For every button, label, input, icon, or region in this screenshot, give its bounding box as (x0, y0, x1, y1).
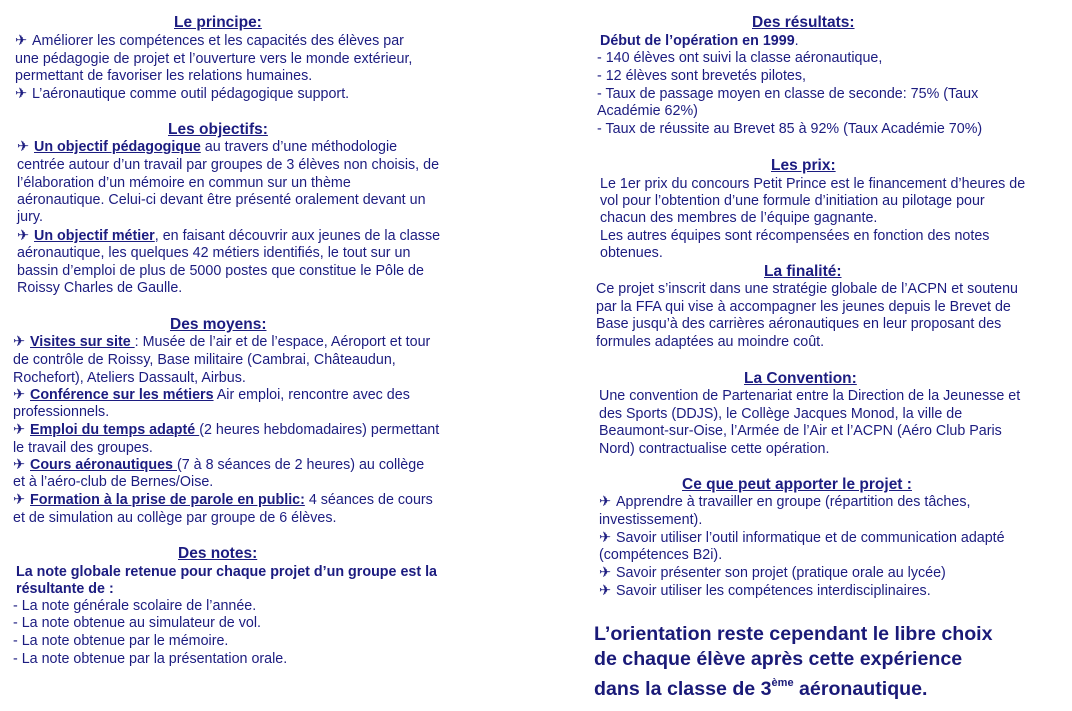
convention-line-4: Nord) contractualise cette opération. (599, 441, 830, 457)
objectif-pedagogique-line-2: centrée autour d’un travail par groupes de 3 élèves non choisis, de (17, 157, 440, 173)
notes-intro-line-2: résultante de : (16, 581, 114, 597)
principe-item-2: ✈ L’aéronautique comme outil pédagogique support. (15, 86, 350, 102)
plane-bullet-icon: ✈ (17, 139, 29, 155)
plane-bullet-icon: ✈ (15, 33, 27, 49)
objectif-pedagogique-line-5: jury. (17, 209, 43, 225)
moyen-emploi-du-temps-line-2: le travail des groupes. (13, 440, 153, 456)
objectif-metier: ✈ Un objectif métier, en faisant découvrir aux jeunes de la classe (17, 228, 441, 244)
prix-line-5: obtenues. (600, 245, 663, 261)
note-item-1: - La note générale scolaire de l’année. (13, 598, 257, 614)
finalite-line-2: par la FFA qui vise à accompagner les jeunes depuis le Brevet de (596, 299, 1011, 315)
conclusion-line-1: L’orientation reste cependant le libre choix (594, 623, 993, 645)
moyens-heading: Des moyens: (170, 316, 267, 333)
objectif-metier-line-3: bassin d’emploi de plus de 5000 postes que constitue le Pôle de (17, 263, 424, 279)
objectif-metier-line-2: aéronautique, les quelques 42 métiers identifiés, le tout sur un (17, 245, 411, 261)
apport-heading: Ce que peut apporter le projet : (682, 476, 912, 493)
plane-bullet-icon: ✈ (15, 86, 27, 102)
principe-item-1: ✈ Améliorer les compétences et les capacités des élèves par (15, 33, 404, 49)
resultats-start: Début de l’opération en 1999. (600, 33, 799, 49)
note-item-2: - La note obtenue au simulateur de vol. (13, 615, 261, 631)
plane-bullet-icon: ✈ (13, 334, 25, 350)
conclusion-statement (594, 622, 1064, 702)
moyen-formation: ✈ Formation à la prise de parole en public: 4 séances de cours (13, 492, 433, 508)
objectifs-heading: Les objectifs: (168, 121, 268, 138)
apport-item-2-line-2: (compétences B2i). (599, 547, 723, 563)
principe-item-1-line-2: une pédagogie de projet et l’ouverture vers le monde extérieur, (15, 51, 413, 67)
plane-bullet-icon: ✈ (13, 457, 25, 473)
objectif-pedagogique: ✈ Un objectif pédagogique au travers d’une méthodologie (17, 139, 398, 155)
plane-bullet-icon: ✈ (599, 494, 611, 510)
note-item-4: - La note obtenue par la présentation orale. (13, 651, 288, 667)
moyen-visites: ✈ Visites sur site : Musée de l’air et de l’espace, Aéroport et tour (13, 334, 431, 350)
convention-line-3: Beaumont-sur-Oise, l’Armée de l’Air et l’ACPN (Aéro Club Paris (599, 423, 1002, 439)
plane-bullet-icon: ✈ (13, 387, 25, 403)
plane-bullet-icon: ✈ (599, 565, 611, 581)
moyen-visites-line-3: Rochefort), Ateliers Dassault, Airbus. (13, 370, 246, 386)
objectif-pedagogique-line-3: l’élaboration d’un mémoire en commun sur un thème (17, 175, 351, 191)
moyen-visites-line-2: de contrôle de Roissy, Base militaire (Cambrai, Châteaudun, (13, 352, 396, 368)
notes-heading: Des notes: (178, 545, 258, 562)
objectif-pedagogique-line-4: aéronautique. Celui-ci devant être présenté oralement devant un (17, 192, 426, 208)
resultat-1: - 140 élèves ont suivi la classe aéronautique, (597, 50, 883, 66)
convention-line-2: des Sports (DDJS), le Collège Jacques Monod, la ville de (599, 406, 963, 422)
apport-item-4: ✈ Savoir utiliser les compétences interdisciplinaires. (599, 583, 931, 599)
finalite-heading: La finalité: (764, 263, 842, 280)
prix-line-4: Les autres équipes sont récompensées en fonction des notes (600, 228, 990, 244)
moyen-cours-line-2: et à l’aéro-club de Bernes/Oise. (13, 474, 214, 490)
apport-item-1-line-2: investissement). (599, 512, 703, 528)
moyen-conference-line-2: professionnels. (13, 404, 110, 420)
resultat-2: - 12 élèves sont brevetés pilotes, (597, 68, 807, 84)
prix-line-3: chacun des membres de l’équipe gagnante. (600, 210, 878, 226)
principe-item-1-line-3: permettant de favoriser les relations humaines. (15, 68, 313, 84)
convention-line-1: Une convention de Partenariat entre la Direction de la Jeunesse et (599, 388, 1021, 404)
convention-heading: La Convention: (744, 370, 857, 387)
moyen-cours: ✈ Cours aéronautiques (7 à 8 séances de 2 heures) au collège (13, 457, 425, 473)
plane-bullet-icon: ✈ (13, 422, 25, 438)
apport-item-2: ✈ Savoir utiliser l’outil informatique et de communication adapté (599, 530, 1005, 546)
finalite-line-1: Ce projet s’inscrit dans une stratégie globale de l’ACPN et soutenu (596, 281, 1018, 297)
resultat-4: - Taux de réussite au Brevet 85 à 92% (Taux Académie 70%) (597, 121, 983, 137)
objectif-metier-line-4: Roissy Charles de Gaulle. (17, 280, 183, 296)
prix-line-1: Le 1er prix du concours Petit Prince est le financement d’heures de (600, 176, 1026, 192)
moyen-conference: ✈ Conférence sur les métiers Air emploi, rencontre avec des (13, 387, 410, 403)
moyen-formation-line-2: et de simulation au collège par groupe de 6 élèves. (13, 510, 337, 526)
conclusion-line-2: de chaque élève après cette expérience (594, 647, 963, 670)
resultat-3: - Taux de passage moyen en classe de seconde: 75% (Taux (597, 86, 979, 102)
conclusion-line-3: dans la classe de 3ème aéronautique. (594, 677, 928, 700)
apport-item-3: ✈ Savoir présenter son projet (pratique orale au lycée) (599, 565, 946, 581)
moyen-emploi-du-temps: ✈ Emploi du temps adapté (2 heures hebdomadaires) permettant (13, 422, 440, 438)
finalite-line-4: formules adaptées au moindre coût. (596, 334, 825, 350)
plane-bullet-icon: ✈ (17, 228, 29, 244)
prix-heading: Les prix: (771, 157, 836, 174)
resultats-heading: Des résultats: (752, 14, 855, 31)
prix-line-2: vol pour l’obtention d’une formule d’initiation au pilotage pour (600, 193, 985, 209)
finalite-line-3: Base jusqu’à des carrières aéronautiques en leur proposant des (596, 316, 1002, 332)
resultat-3-line-2: Académie 62%) (597, 103, 698, 119)
apport-item-1: ✈ Apprendre à travailler en groupe (répartition des tâches, (599, 494, 971, 510)
plane-bullet-icon: ✈ (13, 492, 25, 508)
plane-bullet-icon: ✈ (599, 530, 611, 546)
principe-heading: Le principe: (174, 14, 262, 31)
note-item-3: - La note obtenue par le mémoire. (13, 633, 229, 649)
notes-intro: La note globale retenue pour chaque projet d’un groupe est la (16, 564, 438, 580)
plane-bullet-icon: ✈ (599, 583, 611, 599)
